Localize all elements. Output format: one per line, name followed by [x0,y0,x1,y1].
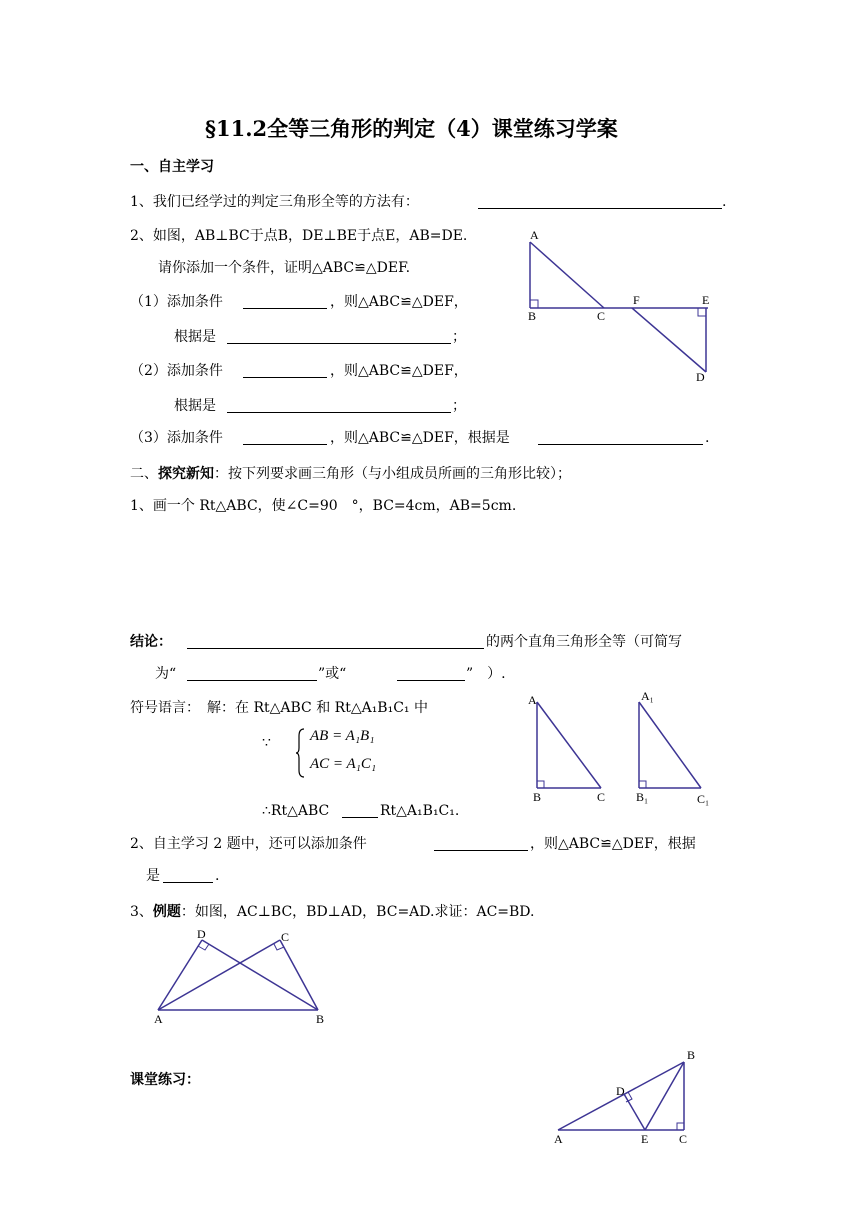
conclusion-blank[interactable] [187,648,484,649]
label-A: A [154,1012,163,1026]
page-title: §11.2全等三角形的判定（4）课堂练习学案 [205,116,618,141]
item-3-text: ，则△ABC≌△DEF，根据是 [330,430,510,446]
basis-blank-3[interactable] [538,444,703,445]
label-B: B [533,790,542,804]
item-1-basis: 根据是 [174,329,216,345]
label-A: A [528,693,537,707]
answer-blank[interactable] [478,208,722,209]
item-2-text: ，则△ABC≌△DEF， [330,363,468,379]
label-B1: B₁ [636,790,649,804]
label-C: C [597,309,606,323]
short-name-blank-1[interactable] [187,680,317,681]
basis-blank-2[interactable] [227,412,451,413]
basis-blank-4[interactable] [163,882,213,883]
conclusion-line2-c: ” ）. [466,666,506,682]
label-C1: C₁ [697,792,710,806]
example-prefix: 3、 [130,904,153,920]
label-A: A [530,228,539,242]
question-2b-line2: 是 [146,868,160,884]
question-2-line2: 请你添加一个条件，证明△ABC≌△DEF. [158,260,411,276]
conclusion-label: 结论： [130,634,172,650]
label-C: C [281,930,290,944]
label-E: E [641,1132,649,1146]
basis-blank-1[interactable] [227,343,451,344]
item-2-basis: 根据是 [174,398,216,414]
example-question [130,902,534,922]
label-D: D [616,1084,625,1098]
label-C: C [679,1132,688,1146]
equation-2: AC = A₁C₁ [310,756,377,772]
practice-label: 课堂练习： [130,1072,200,1088]
figure-3-example [150,926,340,1026]
therefore-b: Rt△A₁B₁C₁. [380,803,460,819]
label-D: D [197,927,206,941]
conclusion-line2-b: ”或“ [318,666,347,682]
item-3-label: （3）添加条件 [130,430,223,446]
condition-blank-3[interactable] [243,444,327,445]
question-1: 1、我们已经学过的判定三角形全等的方法有： [130,194,419,210]
figure-4-practice [550,1046,710,1156]
item-2-label: （2）添加条件 [130,363,223,379]
draw-task: 1、画一个 Rt△ABC，使∠C=90 °，BC=4cm，AB=5cm. [130,498,517,514]
figure-1-triangles [520,228,720,386]
label-F: F [633,293,640,307]
conclusion-line2-a: 为“ [155,666,177,682]
therefore-blank[interactable] [342,817,378,818]
label-A: A [554,1132,563,1146]
question-2b: 2、自主学习 2 题中，还可以添加条件 [130,836,367,852]
heading-prefix: 二、 [130,466,158,482]
label-B: B [687,1048,696,1062]
period: . [705,430,710,446]
because-symbol: ∵ [262,735,271,751]
label-D: D [696,370,705,384]
extra-condition-blank[interactable] [434,850,528,851]
brace [296,728,306,778]
example-rest: ：如图，AC⊥BC，BD⊥AD，BC=AD.求证：AC=BD. [180,904,535,920]
period: . [722,194,727,210]
section-heading: 一、自主学习 [130,159,214,175]
item-1-label: （1）添加条件 [130,294,223,310]
condition-blank-1[interactable] [243,308,327,309]
condition-blank-2[interactable] [243,377,327,378]
semicolon: ； [452,398,466,414]
question-2: 2、如图，AB⊥BC于点B，DE⊥BE于点E，AB=DE. [130,228,468,244]
label-B: B [528,309,537,323]
label-A1: A₁ [641,689,654,703]
semicolon: ； [452,329,466,345]
symbol-language: 符号语言： 解：在 Rt△ABC 和 Rt△A₁B₁C₁ 中 [130,700,428,716]
section-2-heading [130,464,571,484]
conclusion-text: 的两个直角三角形全等（可简写 [486,634,682,650]
heading-bold: 探究新知 [158,466,214,482]
equation-1: AB = A₁B₁ [310,728,375,744]
period: . [215,868,220,884]
figure-2-right-triangles [525,688,725,810]
question-2b-rest: ，则△ABC≌△DEF，根据 [530,836,696,852]
label-E: E [702,293,710,307]
example-bold: 例题 [152,904,181,920]
short-name-blank-2[interactable] [397,680,465,681]
therefore-a: ∴Rt△ABC [262,803,330,819]
label-C: C [597,790,606,804]
item-1-text: ，则△ABC≌△DEF， [330,294,468,310]
heading-rest: ：按下列要求画三角形（与小组成员所画的三角形比较）； [214,466,571,482]
label-B: B [316,1012,325,1026]
